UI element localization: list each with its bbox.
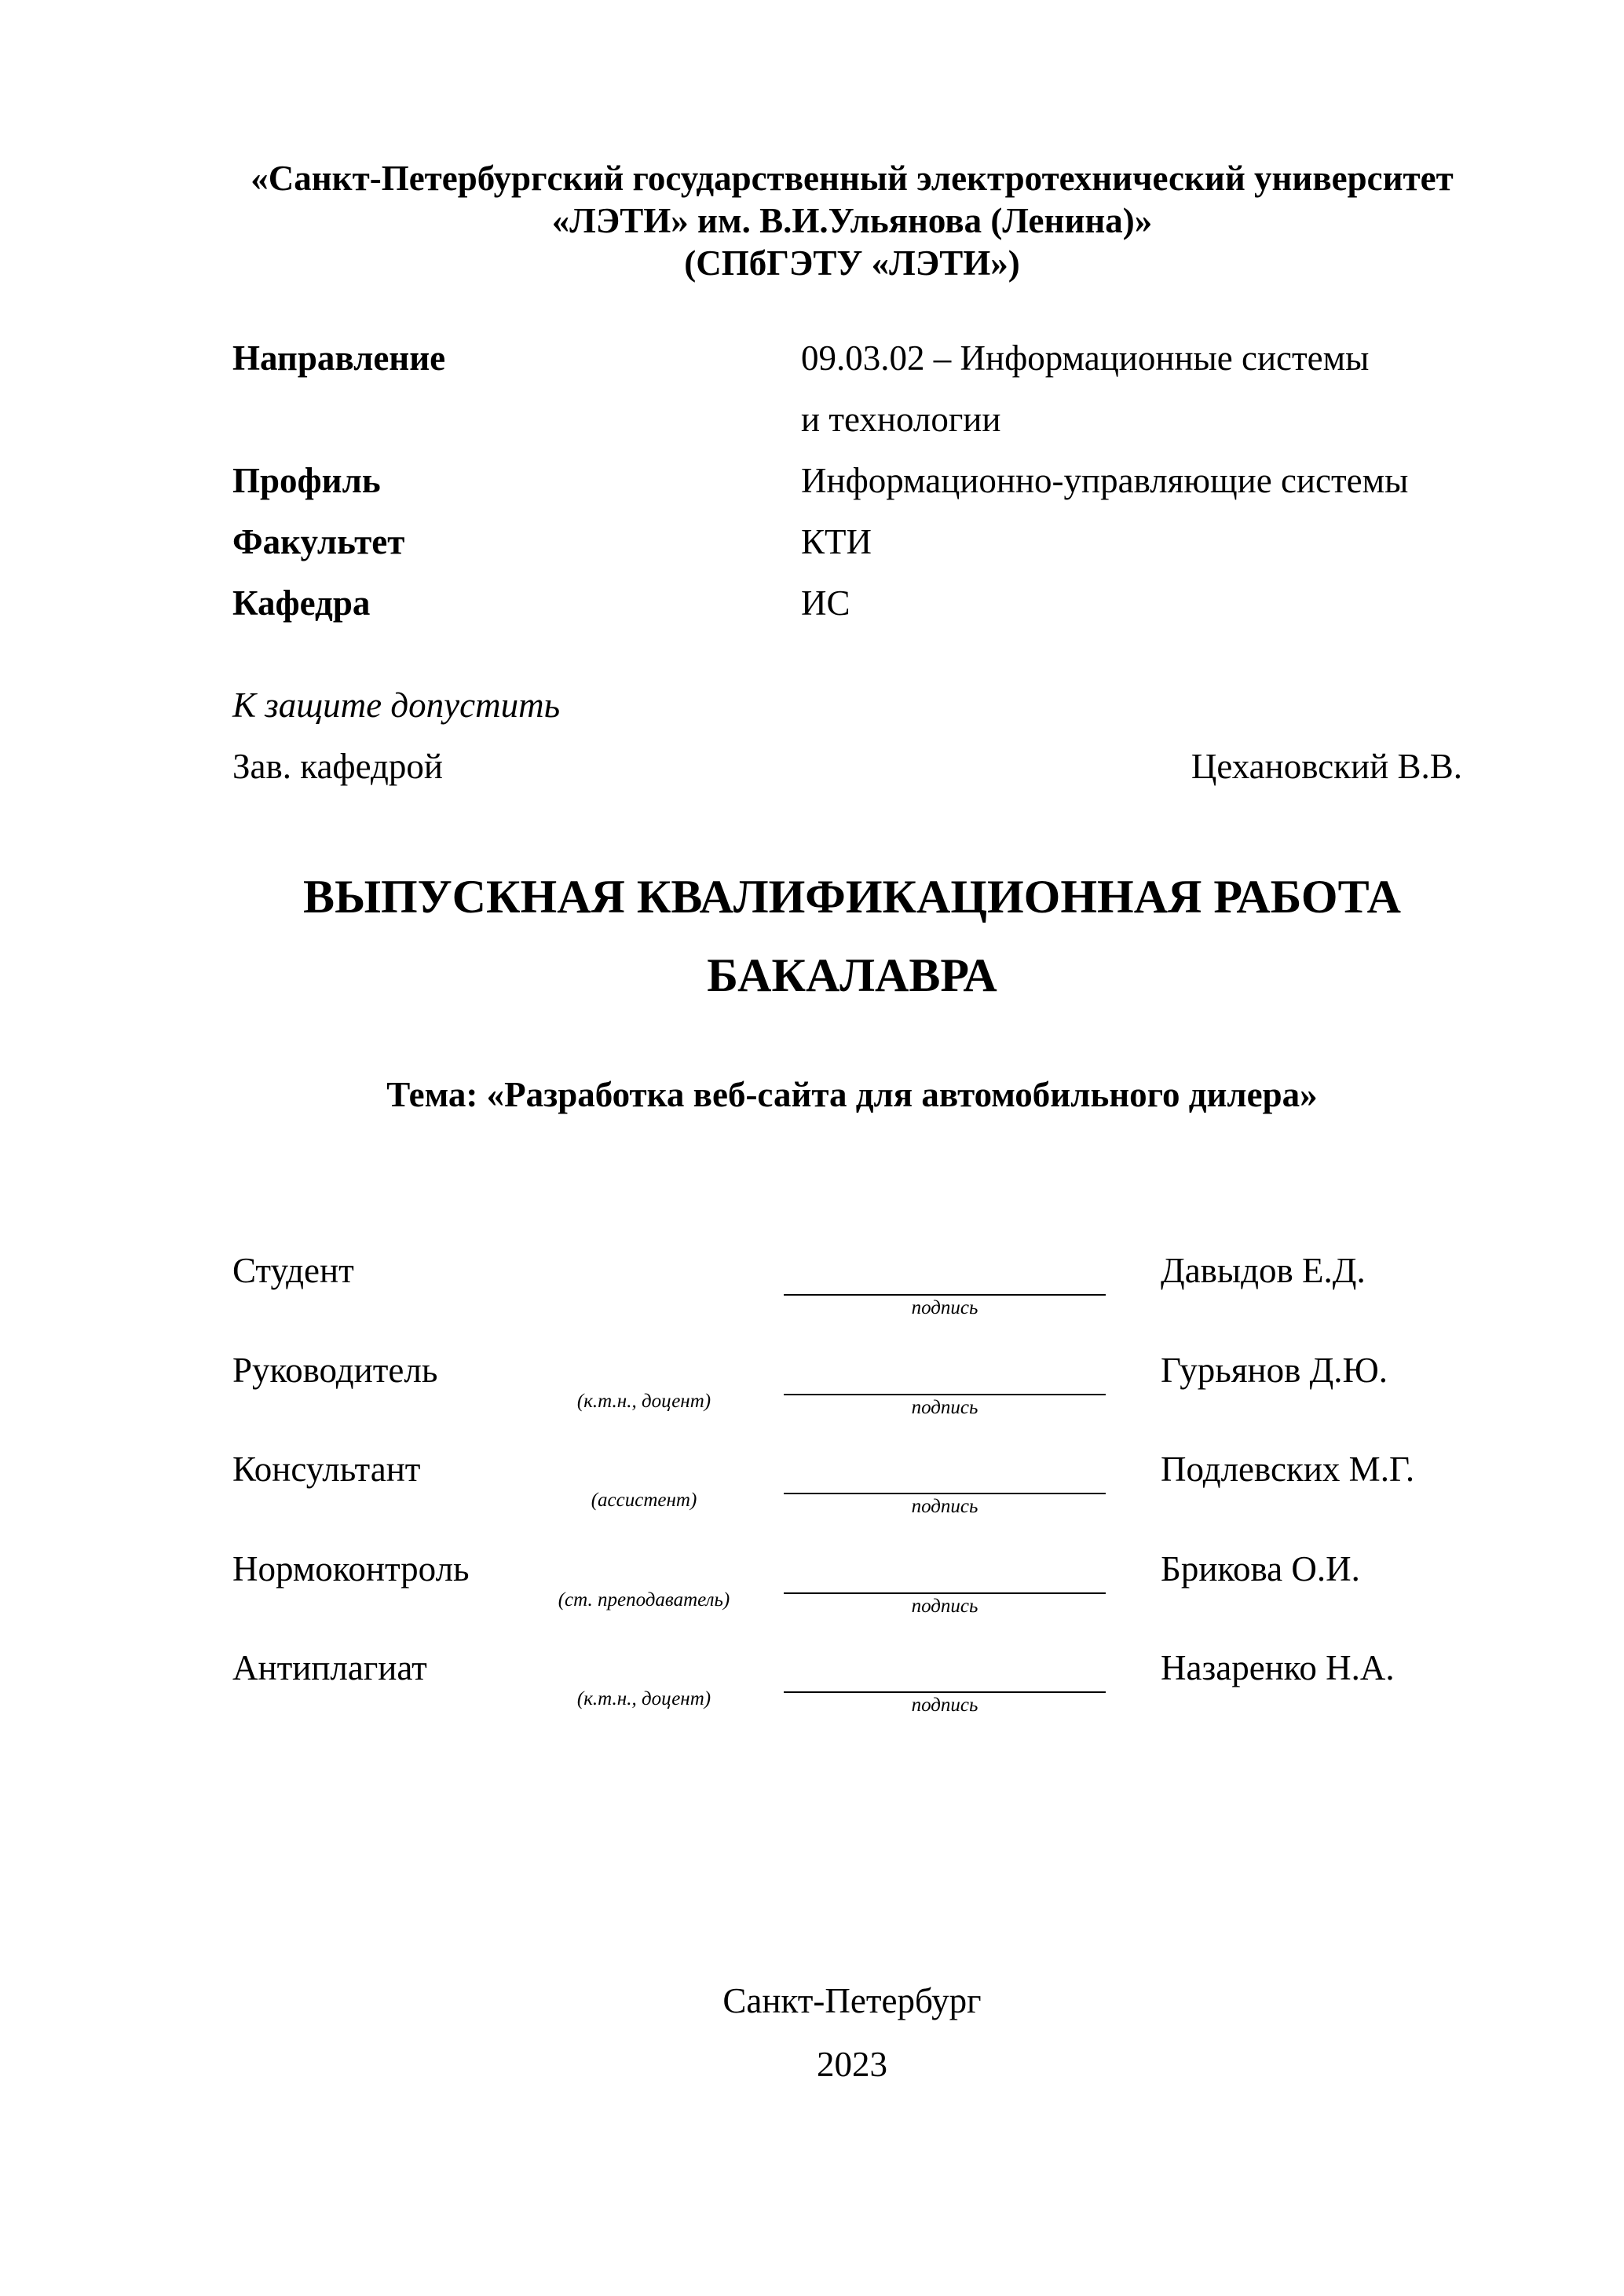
department-value: ИС <box>801 583 850 623</box>
university-abbreviation: (СПбГЭТУ «ЛЭТИ») <box>684 243 1020 283</box>
signature-caption: подпись <box>911 1496 978 1517</box>
department-label: Кафедра <box>232 583 371 623</box>
work-topic: Тема: «Разработка веб-сайта для автомобильного дилера» <box>386 1075 1318 1114</box>
signature-role: Руководитель <box>232 1351 438 1390</box>
direction-label: Направление <box>232 338 446 378</box>
signature-caption: подпись <box>911 1596 978 1617</box>
signature-role: Антиплагиат <box>232 1648 427 1687</box>
work-title-line2: БАКАЛАВРА <box>707 949 997 1001</box>
signatory-name: Давыдов Е.Д. <box>1161 1251 1366 1290</box>
signature-caption: подпись <box>911 1695 978 1716</box>
signature-line <box>784 1493 1106 1494</box>
direction-value-line1: 09.03.02 – Информационные системы <box>801 338 1370 378</box>
department-head-label: Зав. кафедрой <box>232 747 443 786</box>
signature-line <box>784 1394 1106 1395</box>
profile-label: Профиль <box>232 461 381 500</box>
faculty-label: Факультет <box>232 522 405 561</box>
signature-role: Консультант <box>232 1450 421 1489</box>
signature-line <box>784 1691 1106 1693</box>
signature-role: Нормоконтроль <box>232 1549 470 1589</box>
admission-heading: К защите допустить <box>232 686 561 725</box>
university-name-line2: «ЛЭТИ» им. В.И.Ульянова (Ленина)» <box>551 201 1153 240</box>
signatory-degree: (ассистент) <box>591 1490 697 1511</box>
signatory-degree: (к.т.н., доцент) <box>576 1688 711 1709</box>
signature-caption: подпись <box>911 1397 978 1418</box>
profile-value: Информационно-управляющие системы <box>801 461 1409 500</box>
signature-line <box>784 1294 1106 1296</box>
signature-caption: подпись <box>911 1297 978 1318</box>
signatory-name: Гурьянов Д.Ю. <box>1161 1351 1388 1390</box>
signatory-name: Подлевских М.Г. <box>1161 1450 1415 1489</box>
footer-city: Санкт-Петербург <box>722 1981 982 2020</box>
work-title-line1: ВЫПУСКНАЯ КВАЛИФИКАЦИОННАЯ РАБОТА <box>303 871 1401 923</box>
signatory-name: Брикова О.И. <box>1161 1549 1360 1589</box>
faculty-value: КТИ <box>801 522 872 561</box>
signatory-degree: (к.т.н., доцент) <box>576 1391 711 1412</box>
signatory-name: Назаренко Н.А. <box>1161 1648 1395 1687</box>
university-name-line1: «Санкт-Петербургский государственный электротехнический университет <box>251 159 1454 198</box>
signature-role: Студент <box>232 1251 354 1290</box>
signature-line <box>784 1592 1106 1594</box>
university-header <box>228 157 1476 284</box>
signatory-degree: (ст. преподаватель) <box>558 1589 730 1610</box>
footer-year: 2023 <box>817 2045 887 2084</box>
department-head-name: Цехановский В.В. <box>1191 747 1462 786</box>
direction-value-line2: и технологии <box>801 400 1001 439</box>
